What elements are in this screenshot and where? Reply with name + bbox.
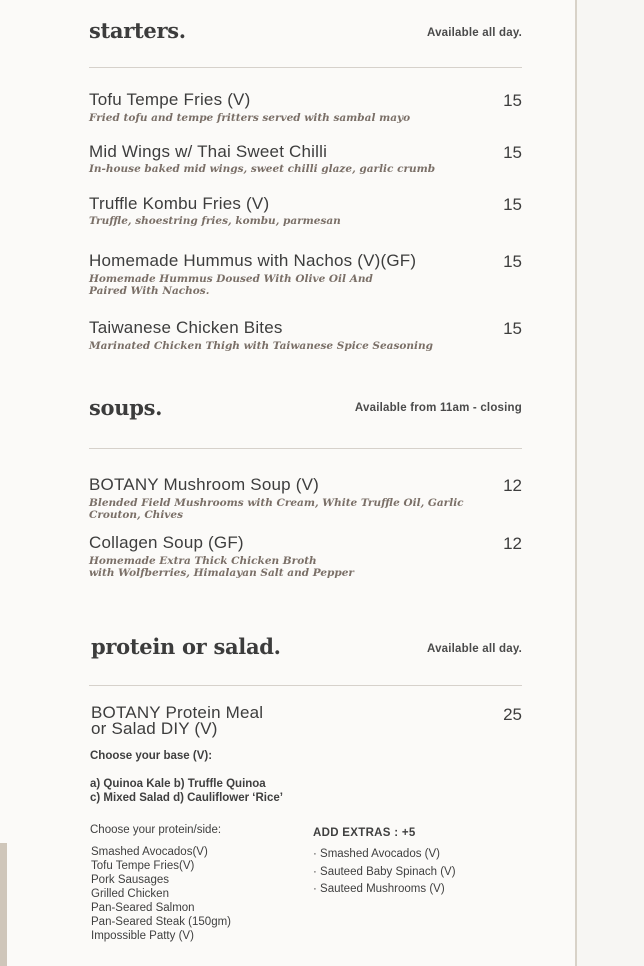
description-line: Paired With Nachos. <box>89 285 210 297</box>
description-line: Homemade Extra Thick Chicken Broth <box>89 555 317 567</box>
extras-list <box>313 846 456 899</box>
divider <box>89 685 522 686</box>
availability-soups: Available from 11am - closing <box>354 402 522 414</box>
menu-item-name <box>91 705 263 737</box>
menu-item-description: Fried tofu and tempe fritters served with sambal mayo <box>89 112 411 124</box>
description-line: with Wolfberries, Himalayan Salt and Pepper <box>89 567 354 579</box>
menu-item-name: Collagen Soup (GF) <box>89 533 244 552</box>
menu-item-name: Taiwanese Chicken Bites <box>89 318 283 337</box>
base-option-line: a) Quinoa Kale b) Truffle Quinoa <box>90 778 266 790</box>
section-title-soups: soups. <box>89 395 163 420</box>
menu-item-description: Truffle, shoestring fries, kombu, parmesan <box>89 215 341 227</box>
menu-item-price: 25 <box>503 705 522 724</box>
menu-item-price: 15 <box>503 195 522 214</box>
menu-item-price: 12 <box>503 534 522 553</box>
page-margin <box>577 0 644 966</box>
protein-option: Tofu Tempe Fries(V) <box>91 860 195 872</box>
availability-starters: Available all day. <box>426 27 522 39</box>
base-heading: Choose your base (V): <box>90 750 213 762</box>
menu-item-price: 15 <box>503 252 522 271</box>
item-name-line: or Salad DIY (V) <box>91 719 218 738</box>
menu-item-price: 15 <box>503 91 522 110</box>
menu-item-price: 15 <box>503 319 522 338</box>
protein-option: Pan-Seared Steak (150gm) <box>91 916 231 928</box>
section-title-protein: protein or salad. <box>91 634 281 659</box>
description-line: Crouton, Chives <box>89 509 183 521</box>
menu-item-name: Homemade Hummus with Nachos (V)(GF) <box>89 251 417 270</box>
menu-item-description: In-house baked mid wings, sweet chilli glaze, garlic crumb <box>89 163 436 175</box>
base-option-line: c) Mixed Salad d) Cauliflower ‘Rice’ <box>90 792 283 804</box>
menu-item-description <box>89 555 479 579</box>
item-name-line: BOTANY Protein Meal <box>91 703 264 722</box>
menu-item-name: BOTANY Mushroom Soup (V) <box>89 475 319 494</box>
availability-protein: Available all day. <box>426 643 522 655</box>
menu-item-name: Tofu Tempe Fries (V) <box>89 90 251 109</box>
page-edge-divider <box>575 0 577 966</box>
base-options <box>90 777 283 805</box>
extra-option: · Sauteed Mushrooms (V) <box>313 883 445 895</box>
menu-item-description <box>89 273 479 297</box>
protein-option: Impossible Patty (V) <box>91 930 194 942</box>
extras-heading: ADD EXTRAS : +5 <box>313 827 416 839</box>
description-line: Homemade Hummus Doused With Olive Oil And <box>89 273 373 285</box>
divider <box>89 448 522 449</box>
protein-options-list <box>91 845 231 943</box>
left-edge-bar <box>0 843 7 966</box>
protein-option: Smashed Avocados(V) <box>91 846 208 858</box>
protein-option: Pork Sausages <box>91 874 169 886</box>
protein-option: Pan-Seared Salmon <box>91 902 195 914</box>
protein-heading: Choose your protein/side: <box>90 824 222 836</box>
menu-item-name: Mid Wings w/ Thai Sweet Chilli <box>89 142 328 161</box>
extra-option: · Sauteed Baby Spinach (V) <box>313 865 456 878</box>
menu-item-price: 15 <box>503 143 522 162</box>
divider <box>89 67 522 68</box>
menu-item-description: Marinated Chicken Thigh with Taiwanese Spice Seasoning <box>89 340 433 352</box>
section-title-starters: starters. <box>89 18 186 43</box>
protein-option: Grilled Chicken <box>91 888 169 900</box>
menu-item-name: Truffle Kombu Fries (V) <box>89 194 270 213</box>
description-line: Blended Field Mushrooms with Cream, White Truffle Oil, Garlic <box>89 497 464 509</box>
extra-option: · Smashed Avocados (V) <box>313 848 440 860</box>
menu-item-price: 12 <box>503 476 522 495</box>
menu-item-description <box>89 497 479 521</box>
